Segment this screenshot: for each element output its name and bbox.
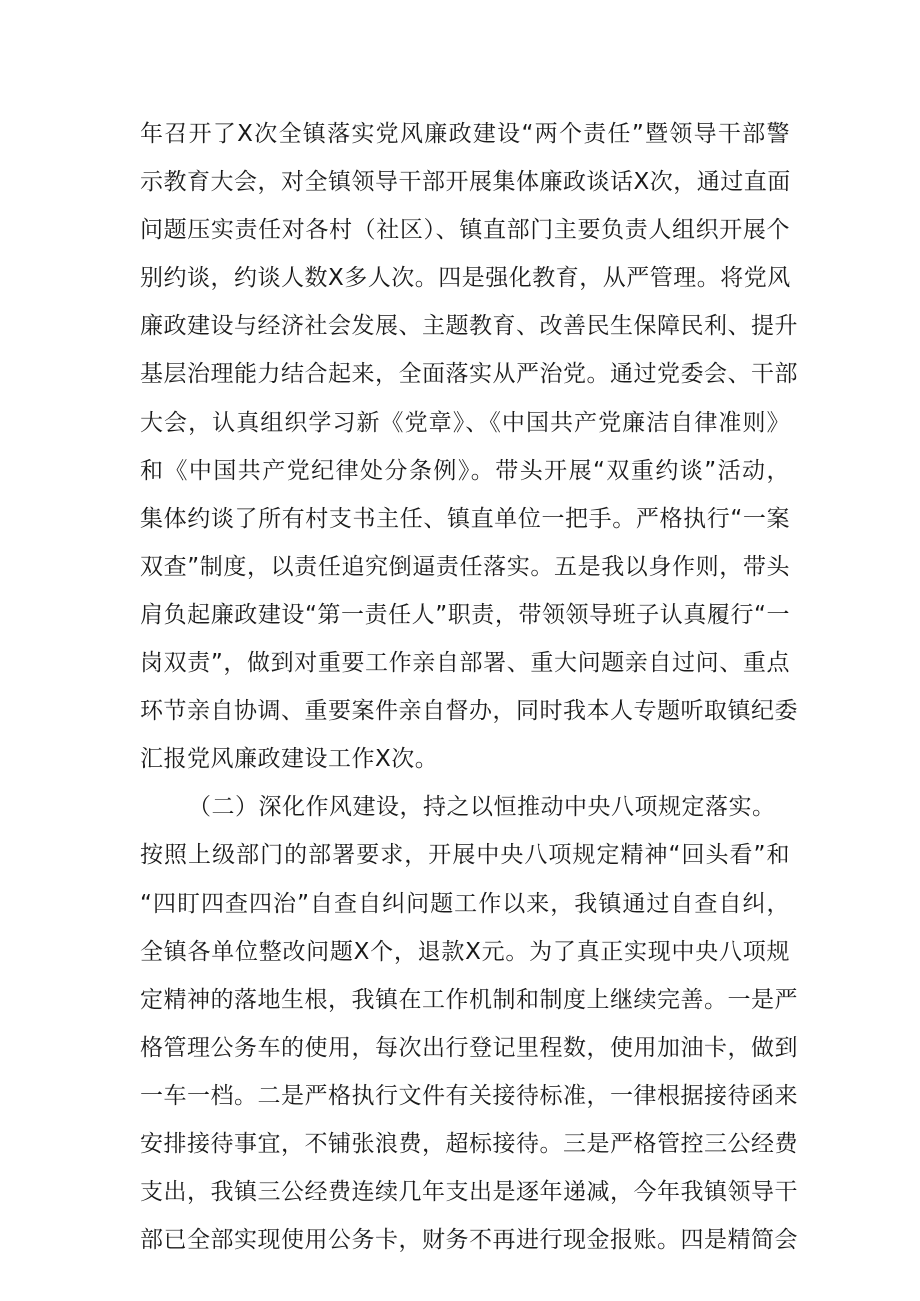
text-line: 部已全部实现使用公务卡，财务不再进行现金报账。四是精简会 [140,1227,798,1254]
text-line: 汇报党风廉政建设工作X次。 [140,746,439,773]
text-line: 定精神的落地生根，我镇在工作机制和制度上继续完善。一是严 [140,986,798,1013]
text-line: 基层治理能力结合起来，全面落实从严治党。通过党委会、干部 [140,361,798,388]
text-line: 年召开了X次全镇落实党风廉政建设“两个责任”暨领导干部警 [140,121,790,147]
text-line: 全镇各单位整改问题X个，退款X元。为了真正实现中央八项规 [140,938,790,965]
document-body [140,110,798,1264]
text-line: 和《中国共产党纪律处分条例》。带头开展“双重约谈”活动， [140,457,790,484]
text-line: 肩负起廉政建设“第一责任人”职责，带领领导班子认真履行“一 [140,601,790,628]
text-line: 双查”制度，以责任追究倒逼责任落实。五是我以身作则，带头 [140,553,790,580]
text-line: 别约谈，约谈人数X多人次。四是强化教育，从严管理。将党风 [140,265,791,292]
section-heading: （二）深化作风建设，持之以恒推动中央八项规定落实。 [188,794,776,821]
text-line: 环节亲自协调、重要案件亲自督办，同时我本人专题听取镇纪委 [140,698,798,725]
text-line: 集体约谈了所有村支书主任、镇直单位一把手。严格执行“一案 [140,505,790,532]
text-line: 一车一档。二是严格执行文件有关接待标准，一律根据接待函来 [140,1082,798,1109]
paragraph-1 [140,110,798,783]
text-line: 问题压实责任对各村（社区）、镇直部门主要负责人组织开展个 [140,217,790,244]
text-line: 按照上级部门的部署要求，开展中央八项规定精神“回头看”和 [140,842,790,869]
text-line: 廉政建设与经济社会发展、主题教育、改善民生保障民利、提升 [140,313,798,340]
text-line: 示教育大会，对全镇领导干部开展集体廉政谈话X次，通过直面 [140,169,791,196]
text-line: 岗双责”，做到对重要工作亲自部署、重大问题亲自过问、重点 [140,650,790,677]
text-line: 格管理公务车的使用，每次出行登记里程数，使用加油卡，做到 [140,1034,798,1061]
text-line: “四盯四查四治”自查自纠问题工作以来，我镇通过自查自纠， [140,890,790,917]
paragraph-2 [140,783,798,1264]
text-line: 安排接待事宜，不铺张浪费，超标接待。三是严格管控三公经费 [140,1130,798,1157]
text-line: 支出，我镇三公经费连续几年支出是逐年递减，今年我镇领导干 [140,1179,798,1206]
text-line: 大会，认真组织学习新《党章》、《中国共产党廉洁自律准则》 [140,409,790,436]
